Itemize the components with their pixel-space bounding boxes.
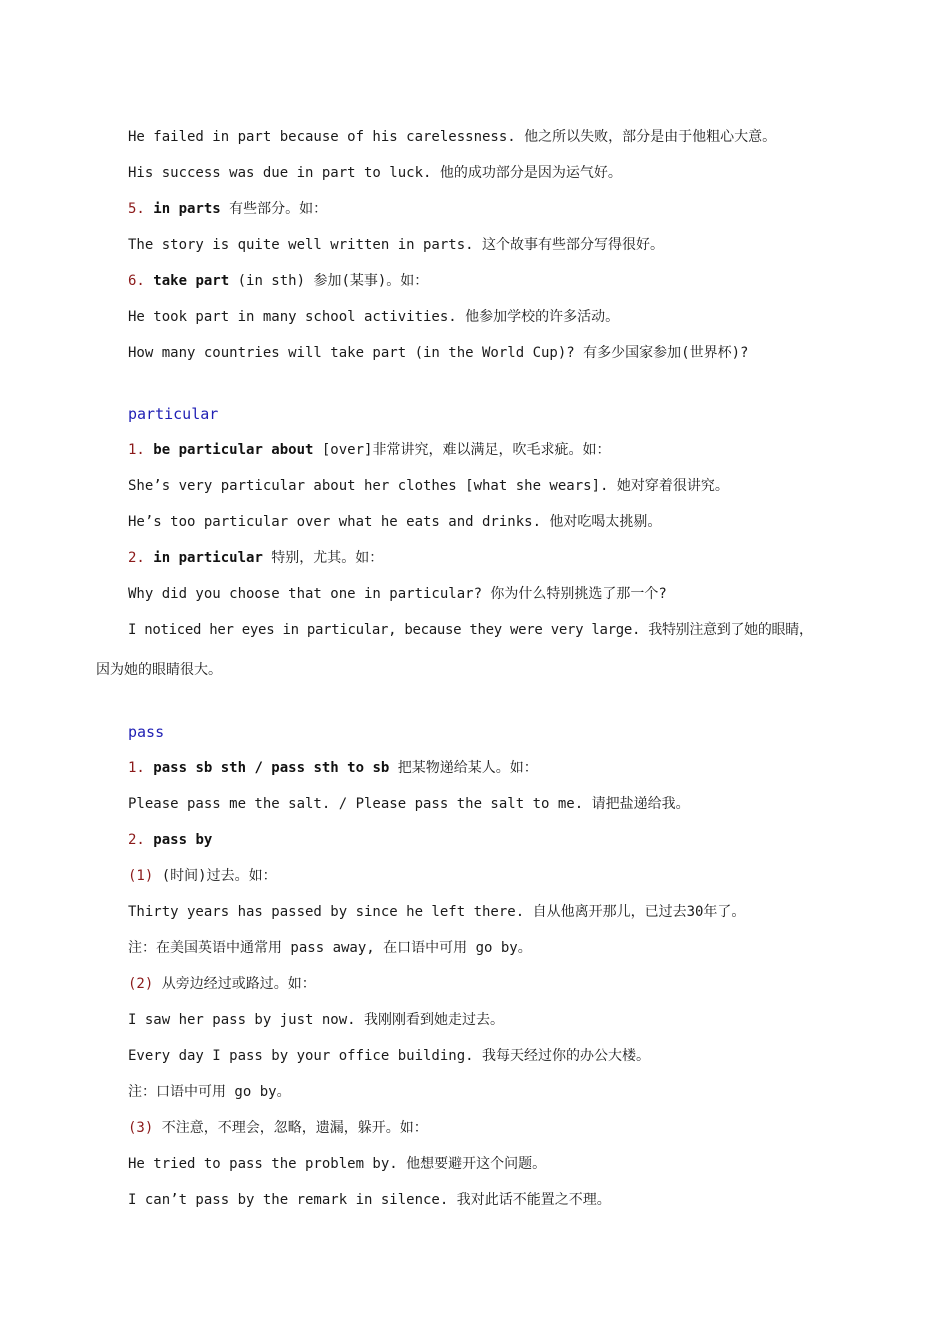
example-line: I noticed her eyes in particular, because they were very large. 我特别注意到了她的眼睛，	[128, 622, 813, 638]
example-line: His success was due in part to luck. 他的成功部分是因为运气好。	[128, 165, 622, 181]
example-line: Why did you choose that one in particular? 你为什么特别挑选了那一个?	[128, 586, 667, 602]
sub-item	[128, 866, 277, 886]
item-number: 6.	[128, 273, 145, 289]
example-line: How many countries will take part (in the World Cup)? 有多少国家参加(世界杯)?	[128, 345, 749, 361]
sub-item-number: (1)	[128, 868, 154, 884]
item-number: 1.	[128, 442, 145, 458]
phrase-term: pass sb sth / pass sth to sb	[153, 760, 390, 776]
sub-item-definition: 不注意，不理会，忽略，遗漏，躲开。如：	[153, 1120, 428, 1136]
example-line: I can’t pass by the remark in silence. 我对此话不能置之不理。	[128, 1192, 611, 1208]
sub-item-definition: 从旁边经过或路过。如：	[153, 976, 316, 992]
item-number: 2.	[128, 550, 145, 566]
example-line: She’s very particular about her clothes [what she wears]. 她对穿着很讲究。	[128, 478, 729, 494]
phrase-definition: (in sth) 参加(某事)。如：	[229, 273, 429, 289]
phrase-term: in particular	[153, 550, 263, 566]
sub-item-definition: (时间)过去。如：	[153, 868, 277, 884]
entry-item	[128, 758, 538, 778]
example-line: He failed in part because of his carelessness. 他之所以失败，部分是由于他粗心大意。	[128, 129, 777, 145]
example-line: Every day I pass by your office building. 我每天经过你的办公大楼。	[128, 1048, 651, 1064]
phrase-definition: 有些部分。如：	[220, 201, 328, 217]
sub-item	[128, 974, 316, 994]
example-line: He took part in many school activities. 他参加学校的许多活动。	[128, 309, 620, 325]
example-line-continued: 因为她的眼睛很大。	[96, 662, 222, 678]
phrase-term: pass by	[153, 832, 213, 848]
phrase-term: in parts	[153, 201, 221, 217]
example-line: I saw her pass by just now. 我刚刚看到她走过去。	[128, 1012, 505, 1028]
entry-item	[128, 548, 383, 568]
example-line: The story is quite well written in parts. 这个故事有些部分写得很好。	[128, 237, 665, 253]
example-line: Thirty years has passed by since he left there. 自从他离开那儿，已过去30年了。	[128, 904, 746, 920]
note-line: 注：口语中可用 go by。	[128, 1084, 291, 1100]
item-number: 5.	[128, 201, 145, 217]
phrase-term: be particular about	[153, 442, 314, 458]
note-line: 注：在美国英语中通常用 pass away, 在口语中可用 go by。	[128, 940, 532, 956]
example-line: Please pass me the salt. / Please pass the salt to me. 请把盐递给我。	[128, 796, 690, 812]
sub-item	[128, 1118, 428, 1138]
sub-item-number: (2)	[128, 976, 154, 992]
entry-item	[128, 440, 610, 460]
phrase-definition: [over]非常讲究，难以满足，吹毛求疵。如：	[313, 442, 611, 458]
item-number: 1.	[128, 760, 145, 776]
sub-item-number: (3)	[128, 1120, 154, 1136]
entry-item	[128, 271, 428, 291]
item-number: 2.	[128, 832, 145, 848]
phrase-definition: 特别，尤其。如：	[262, 550, 384, 566]
section-heading-pass: pass	[128, 723, 165, 741]
phrase-term: take part	[153, 273, 230, 289]
entry-item	[128, 199, 327, 219]
example-line: He tried to pass the problem by. 他想要避开这个问题。	[128, 1156, 547, 1172]
phrase-definition: 把某物递给某人。如：	[389, 760, 538, 776]
section-heading-particular: particular	[128, 405, 219, 423]
example-line: He’s too particular over what he eats and drinks. 他对吃喝太挑剔。	[128, 514, 662, 530]
entry-item	[128, 830, 212, 850]
